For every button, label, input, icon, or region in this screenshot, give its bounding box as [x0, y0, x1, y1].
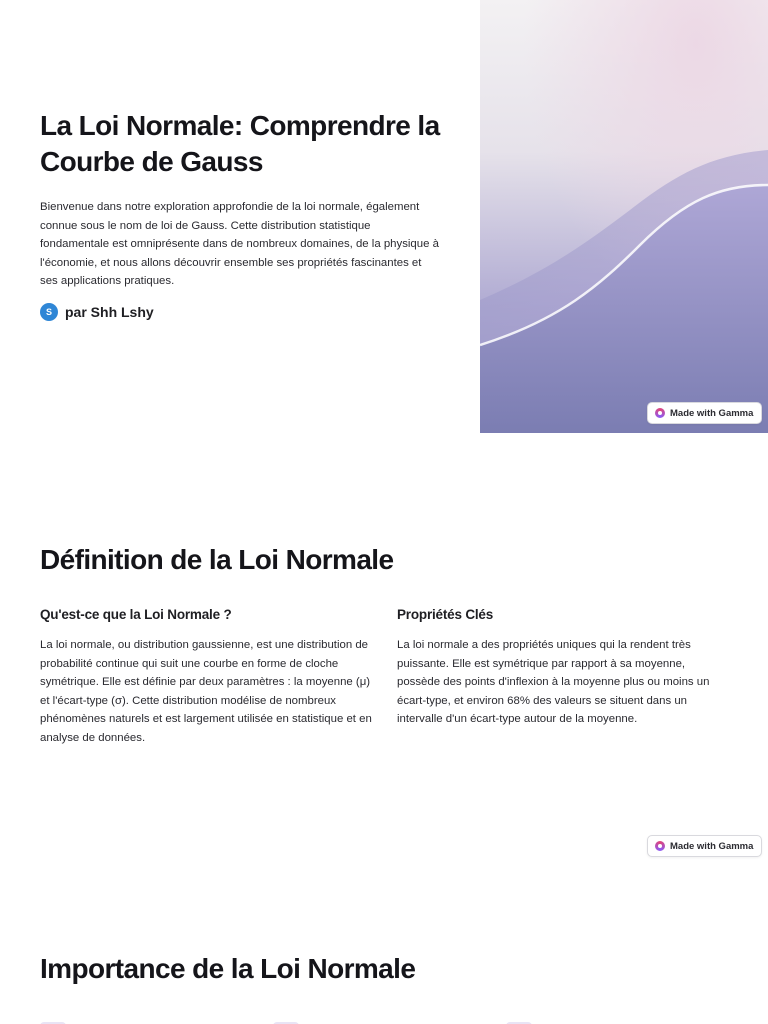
author-byline — [40, 303, 154, 321]
gamma-logo-icon — [655, 841, 665, 851]
badge-label: Made with Gamma — [670, 840, 754, 852]
badge-label: Made with Gamma — [670, 407, 754, 419]
avatar: S — [40, 303, 58, 321]
column-2-title: Propriétés Clés — [397, 607, 494, 622]
hero-intro: Bienvenue dans notre exploration approfondie de la loi normale, également connue sous le nom de loi de Gauss. Cette distribution statistique fondamentale est omniprésente dans de nombreux domaines, de la physique à l'économie, et nous allons découvrir ensemble ses propriétés fascinantes et ses applications pratiques. — [40, 201, 439, 287]
made-with-gamma-badge[interactable] — [647, 835, 762, 857]
author-name: par Shh Lshy — [65, 304, 154, 320]
column-1-text: La loi normale, ou distribution gaussienne, est une distribution de probabilité continue qui suit une courbe en forme de cloche symétrique. Elle est définie par deux paramètres : la moyenne (μ) et l'écart-type (σ). Cette distribution modélise de nombreux phénomènes naturels et est largement utilisée en statistique et en analyse de données. — [40, 639, 372, 744]
column-1-title: Qu'est-ce que la Loi Normale ? — [40, 607, 232, 622]
hero-title: La Loi Normale: Comprendre la Courbe de Gauss — [40, 110, 440, 177]
gamma-logo-icon — [655, 408, 665, 418]
importance-slide — [0, 863, 768, 1024]
importance-title: Importance de la Loi Normale — [40, 953, 416, 984]
definition-slide — [0, 433, 768, 863]
definition-title: Définition de la Loi Normale — [40, 544, 394, 575]
made-with-gamma-badge[interactable] — [647, 402, 762, 424]
title-slide — [0, 0, 768, 433]
column-2-text: La loi normale a des propriétés uniques qui la rendent très puissante. Elle est symétrique par rapport à sa moyenne, possède des points d'inflexion à la moyenne plus ou moins un écart-type, et environ 68% des valeurs se situent dans un intervalle d'un écart-type autour de la moyenne. — [397, 639, 710, 725]
hero-wave-image — [480, 0, 768, 433]
